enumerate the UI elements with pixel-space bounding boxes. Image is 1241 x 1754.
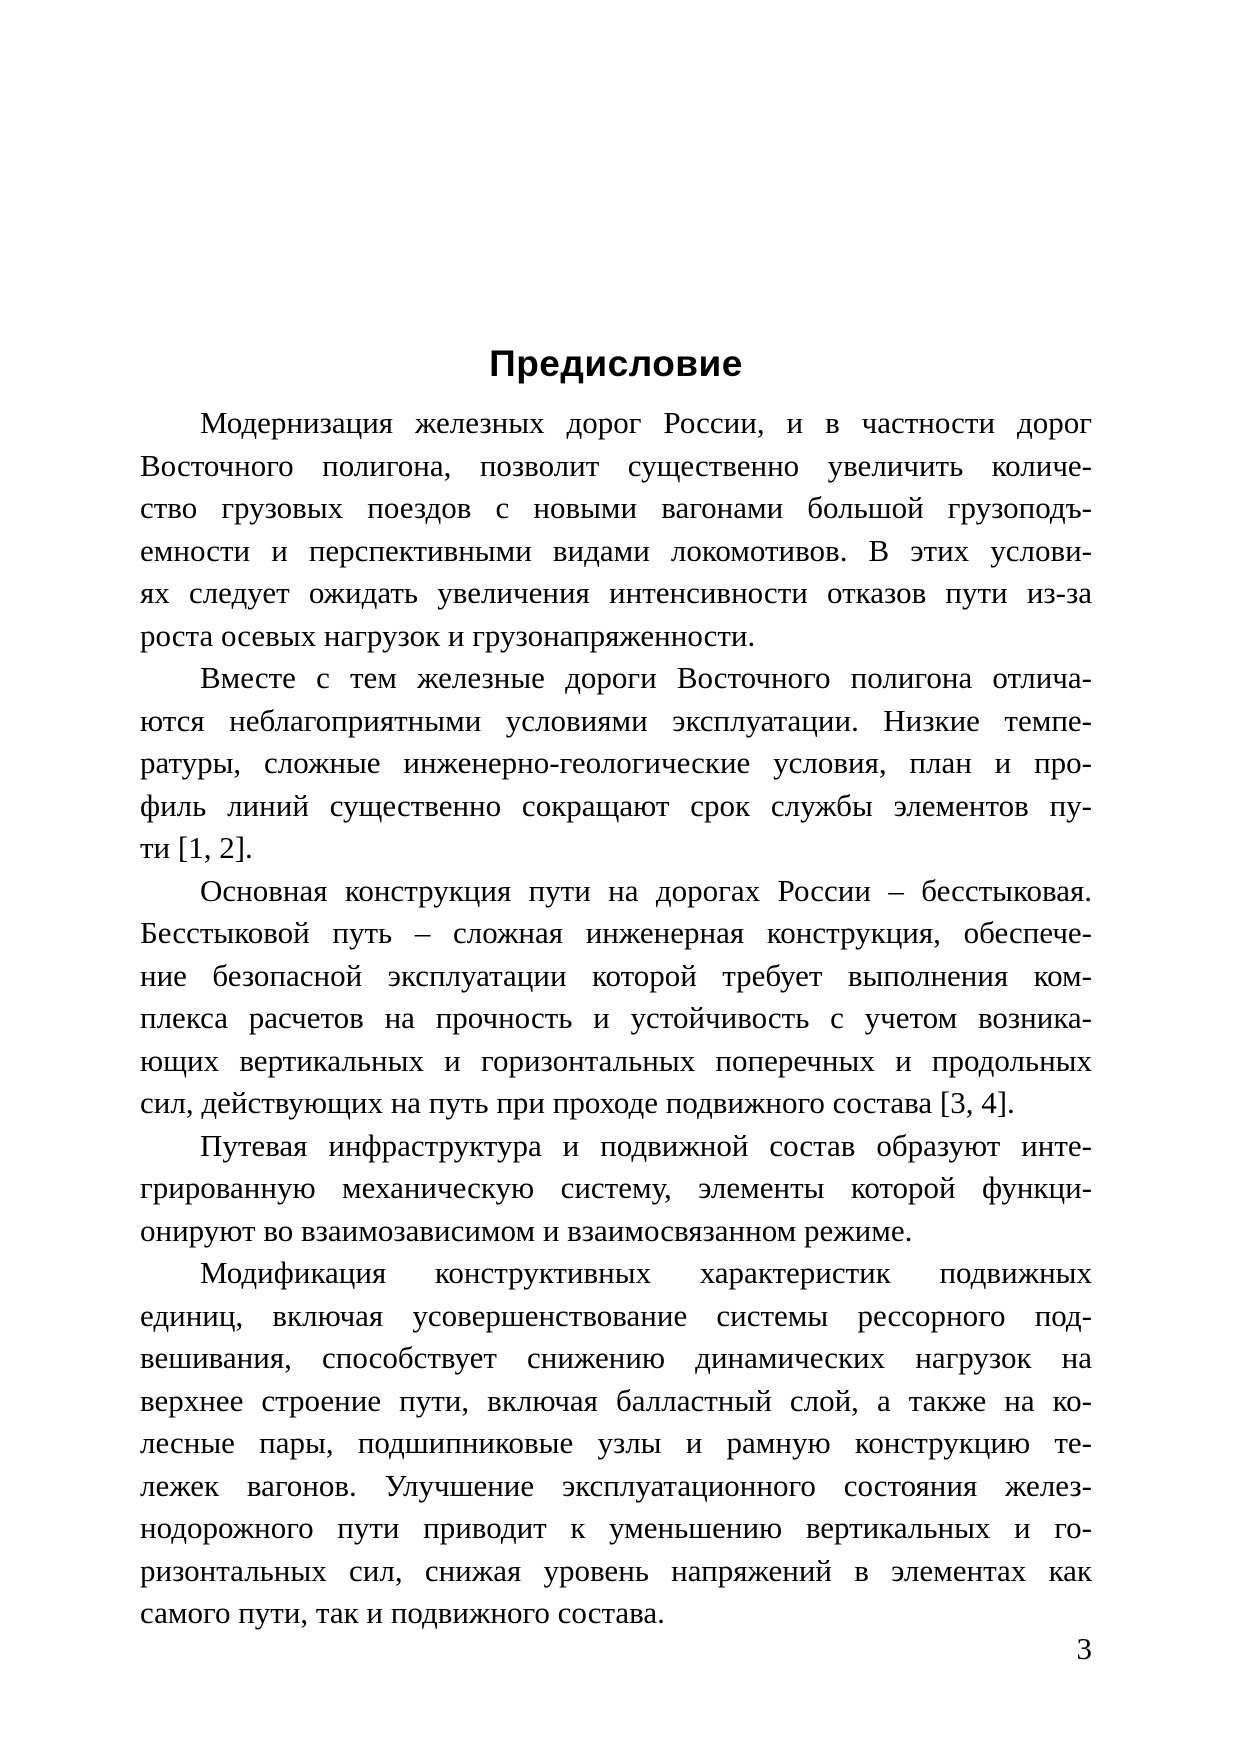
text-line: Основная конструкция пути на дорогах России – бесстыковая. [200,872,1092,908]
paragraph [140,402,1092,657]
text-line: единиц, включая усовершенствование системы рессорного под- [140,1297,1092,1333]
text-line: ризонтальных сил, снижая уровень напряжений в элементах как [140,1552,1092,1588]
text-line: ство грузовых поездов с новыми вагонами большой грузоподъ- [140,490,1092,525]
text-line: ние безопасной эксплуатации которой требует выполнения ком- [140,957,1092,993]
text-line: плекса расчетов на прочность и устойчивость с учетом возника- [140,1000,1092,1035]
text-line: Восточного полигона, позволит существенно увеличить количе- [140,447,1092,483]
paragraph [140,1125,1092,1253]
text-line: ющих вертикальных и горизонтальных поперечных и продольных [140,1042,1092,1078]
text-line: Модификация конструктивных характеристик подвижных [200,1255,1092,1290]
text-line: грированную механическую систему, элементы которой функци- [140,1170,1092,1205]
text-line: роста осевых нагрузок и грузонапряженности. [140,617,756,653]
text-line: Бесстыковой путь – сложная инженерная конструкция, обеспече- [140,915,1092,950]
text-line: Вместе с тем железные дороги Восточного полигона отлича- [200,660,1092,695]
text-line: Путевая инфраструктура и подвижной состав образуют инте- [200,1127,1092,1163]
text-line: лесные пары, подшипниковые узлы и рамную конструкцию те- [140,1425,1092,1460]
paragraph [140,870,1092,1125]
paragraph [140,657,1092,870]
text-block [140,341,1092,1635]
text-line: филь линий существенно сокращают срок службы элементов пу- [140,787,1092,823]
page-number: 3 [1076,1631,1092,1666]
text-line: нодорожного пути приводит к уменьшению вертикальных и го- [140,1510,1092,1545]
text-line: ти [1, 2]. [140,830,253,865]
text-line: ются неблагоприятными условиями эксплуатации. Низкие темпе- [140,702,1092,738]
text-line: ях следует ожидать увеличения интенсивности отказов пути из-за [140,575,1092,610]
paragraph [140,1252,1092,1635]
text-line: емности и перспективными видами локомотивов. В этих услови- [140,532,1092,568]
text-line: Модернизация железных дорог России, и в частности дорог [200,405,1092,440]
page-title: Предисловие [489,343,743,384]
text-line: лежек вагонов. Улучшение эксплуатационного состояния желез- [140,1467,1092,1503]
text-line: вешивания, способствует снижению динамических нагрузок на [140,1340,1092,1375]
text-line: самого пути, так и подвижного состава. [140,1595,665,1630]
text-line: ратуры, сложные инженерно-геологические условия, план и про- [140,745,1092,780]
text-line: онируют во взаимозависимом и взаимосвязанном режиме. [140,1212,913,1248]
text-line: сил, действующих на путь при проходе подвижного состава [3, 4]. [140,1085,1015,1120]
text-line: верхнее строение пути, включая балластный слой, а также на ко- [140,1382,1092,1418]
